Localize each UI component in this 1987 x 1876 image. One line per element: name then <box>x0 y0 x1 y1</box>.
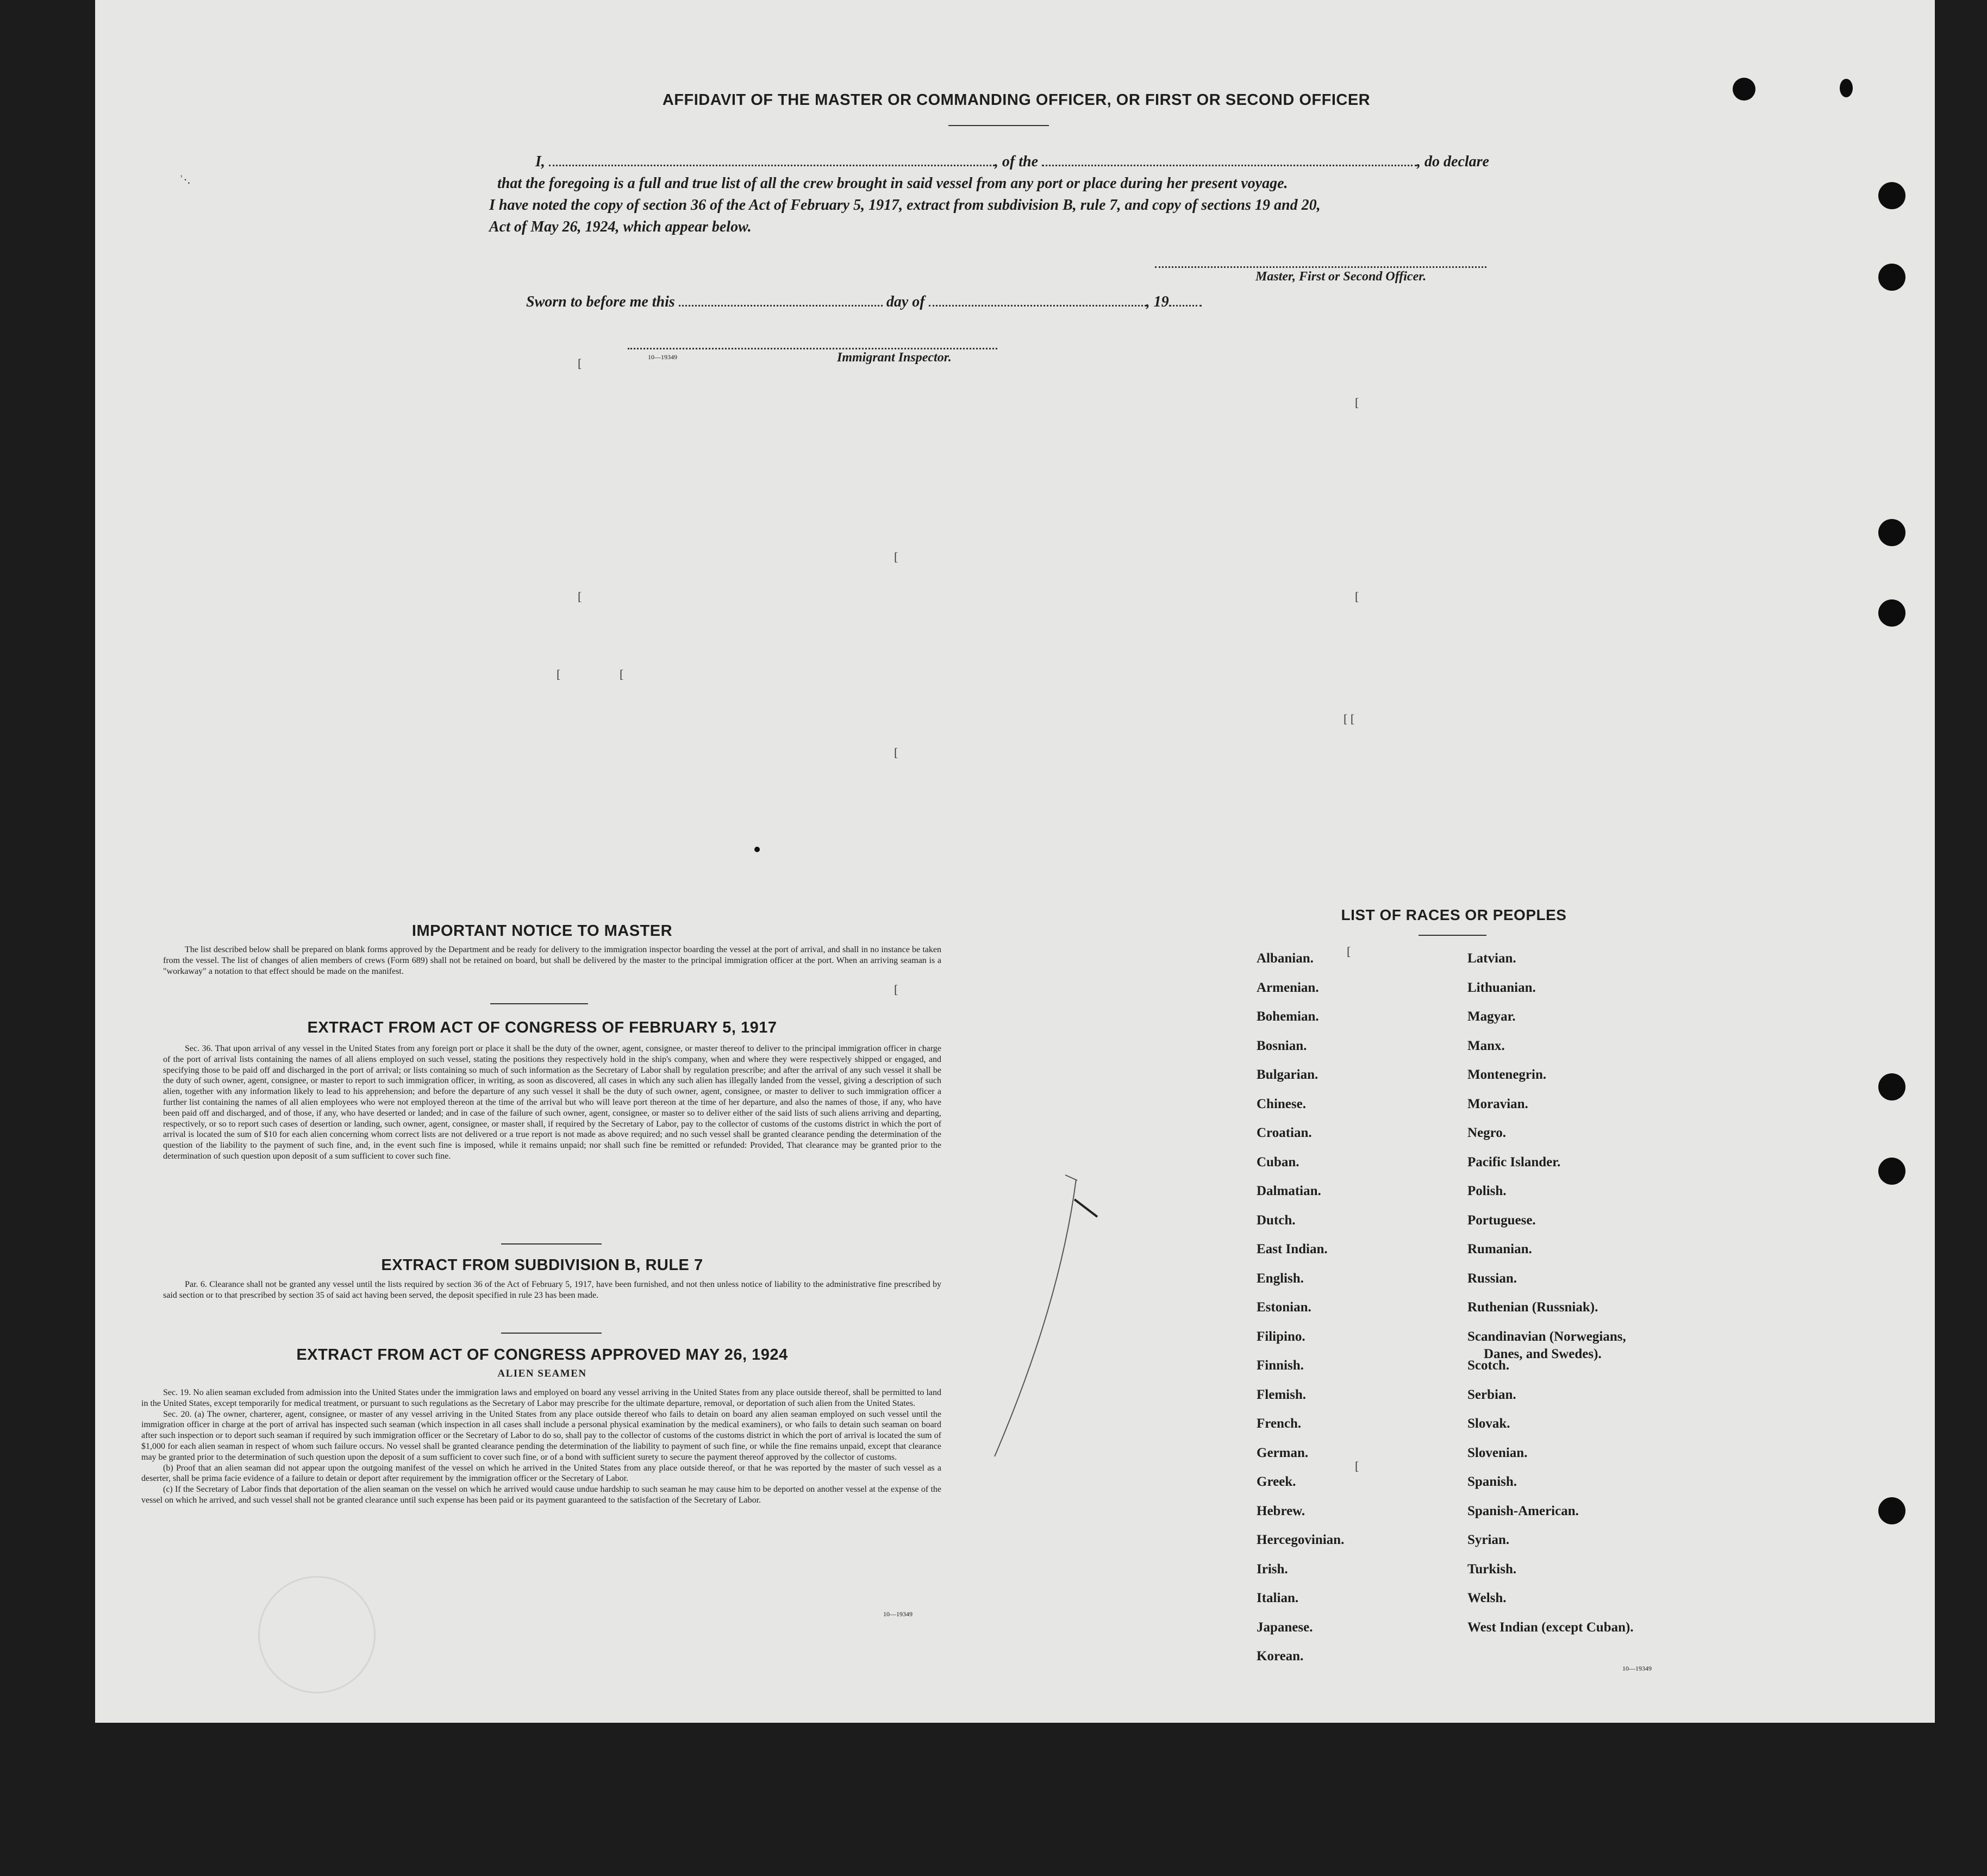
sec20b-text: (b) Proof that an alien seaman did not appear upon the outgoing manifest of the vessel on which he arrived in the United States from any place outside thereof, or that he was reported by the master of such vessel as a deserter, shall be prima facie evidence of a failure to detain or deport after requirement by the immigration officer or the Secretary of Labor. <box>141 1463 941 1484</box>
race-item: Spanish. <box>1467 1474 1517 1489</box>
race-item: Syrian. <box>1467 1533 1510 1547</box>
race-item: Bosnian. <box>1257 1038 1307 1053</box>
stray-mark: [ <box>894 983 898 996</box>
extract-1924-subtitle: ALIEN SEAMEN <box>497 1368 587 1379</box>
punch-hole <box>1878 1073 1905 1100</box>
notice-title: IMPORTANT NOTICE TO MASTER <box>411 922 673 940</box>
race-item: Irish. <box>1257 1561 1288 1577</box>
race-item: Manx. <box>1467 1038 1505 1053</box>
stray-mark: [ <box>1355 1459 1359 1473</box>
stray-mark: [ <box>894 550 898 564</box>
extract-1924-title: EXTRACT FROM ACT OF CONGRESS APPROVED MAY 26, 1924 <box>296 1346 788 1364</box>
race-item: Flemish. <box>1257 1387 1306 1402</box>
race-item: Scandinavian (Norwegians, <box>1467 1329 1626 1344</box>
pen-mark <box>973 1174 1082 1467</box>
stray-mark: [ [ <box>1344 712 1355 726</box>
race-item: Latvian. <box>1467 951 1516 966</box>
race-item: Chinese. <box>1257 1096 1306 1111</box>
master-signature-line[interactable] <box>1155 266 1486 268</box>
sworn-month-field[interactable] <box>929 304 1146 307</box>
race-item: Slovak. <box>1467 1416 1510 1431</box>
stray-mark: [ <box>894 746 898 759</box>
stray-mark: [ <box>1355 590 1359 603</box>
race-item: Pacific Islander. <box>1467 1154 1561 1170</box>
vessel-field[interactable] <box>1042 164 1417 166</box>
race-item: Japanese. <box>1257 1619 1313 1635</box>
sworn-line <box>526 293 1202 311</box>
race-item: Moravian. <box>1467 1096 1528 1111</box>
race-item: German. <box>1257 1445 1309 1460</box>
rule7-body: Par. 6. Clearance shall not be granted any vessel until the lists required by section 36 of the Act of February 5, 1917, have been furnished, and not then unless notice of liability to the administrative fine prescribed by said section or to that prescribed by section 35 of said act having been served, the deposit specified in rule 23 has been made. <box>163 1280 941 1300</box>
races-title-underline <box>1419 935 1486 936</box>
race-item: Cuban. <box>1257 1154 1299 1170</box>
race-item: Scotch. <box>1467 1358 1510 1373</box>
affidavit-line-2: that the foregoing is a full and true list of all the crew brought in said vessel from any port or place during her present voyage. <box>497 175 1288 192</box>
race-item: Bohemian. <box>1257 1009 1319 1024</box>
race-item: Estonian. <box>1257 1300 1311 1315</box>
race-item: Hebrew. <box>1257 1503 1305 1518</box>
race-item: Welsh. <box>1467 1591 1507 1605</box>
race-item: Armenian. <box>1257 980 1319 995</box>
races-form-number: 10—19349 <box>1622 1665 1652 1672</box>
stray-mark: [ <box>1355 396 1359 409</box>
race-item: Croatian. <box>1257 1125 1312 1140</box>
race-item: Dalmatian. <box>1257 1184 1321 1198</box>
races-title: LIST OF RACES OR PEOPLES <box>1341 906 1567 923</box>
punch-hole <box>1878 599 1905 627</box>
notice-rule <box>490 1003 588 1004</box>
punch-hole <box>1878 264 1905 291</box>
extract-1917-title: EXTRACT FROM ACT OF CONGRESS OF FEBRUARY 5, 1917 <box>307 1019 777 1036</box>
punch-hole <box>1878 1497 1905 1524</box>
race-item: Greek. <box>1257 1474 1296 1489</box>
race-item: Turkish. <box>1467 1561 1517 1577</box>
race-item: English. <box>1257 1271 1304 1286</box>
race-item: Danes, and Swedes). <box>1484 1346 1602 1361</box>
punch-hole <box>1733 78 1755 101</box>
affidavit-line-3: I have noted the copy of section 36 of the Act of February 5, 1917, extract from subdivision B, rule 7, and copy of sections 19 and 20, <box>489 197 1321 214</box>
form-number-top: 10—19349 <box>648 353 677 361</box>
notice-body: The list described below shall be prepared on blank forms approved by the Department and be ready for delivery to the immigration inspector boarding the vessel at the port of arrival, and shall in no instance be taken from the vessel. The list of changes of alien members of crews (Form 689) shall not be retained on board, but shall be delivered by the master to the principal immigration officer at the port. When an arriving seaman is a "workaway" a notation to that effect should be made on the manifest. <box>163 945 941 976</box>
extract-1917-rule <box>501 1243 602 1245</box>
race-item: Rumanian. <box>1467 1242 1532 1256</box>
sworn-year-field[interactable] <box>1169 304 1202 307</box>
stray-mark: [ <box>1347 945 1351 958</box>
inspector-signature-line[interactable] <box>628 348 997 349</box>
sworn-year-label: , 19 <box>1146 293 1169 310</box>
sworn-date-field[interactable] <box>679 304 883 307</box>
race-item: Spanish-American. <box>1467 1503 1579 1518</box>
race-item: East Indian. <box>1257 1242 1328 1256</box>
stray-mark: [ <box>578 590 582 603</box>
title-underline <box>948 125 1049 126</box>
extract-1924-body <box>141 1387 941 1506</box>
race-item: Korean. <box>1257 1649 1304 1664</box>
sworn-day-label: day of <box>886 293 925 310</box>
stray-dot <box>754 847 760 852</box>
master-signature-label: Master, First or Second Officer. <box>1255 270 1427 284</box>
embossed-seal <box>258 1576 376 1693</box>
sec19-text: Sec. 19. No alien seaman excluded from admission into the United States under the immigration laws and employed on board any vessel arriving in the United States from any place outside thereof, shall be permitted to land in the United States, except temporarily for medical treatment, or pursuant to such regulations as the Secretary of Labor may prescribe for the ultimate departure, removal, or deportation of such alien from the United States. <box>141 1388 941 1408</box>
race-item: Lithuanian. <box>1467 980 1536 995</box>
stray-mark: ʾ·. <box>179 173 191 186</box>
form-number-bottom: 10—19349 <box>883 1610 913 1618</box>
punch-hole <box>1878 182 1905 209</box>
affidavit-line-1 <box>535 153 1508 171</box>
race-item: Bulgarian. <box>1257 1067 1319 1082</box>
race-item: Finnish. <box>1257 1358 1304 1373</box>
sec20c-text: (c) If the Secretary of Labor finds that deportation of the alien seaman on the vessel on which he arrived would cause undue hardship to such seaman he may cause him to be deported on another vessel at the expense of the vessel on which he arrived, and such vessel shall not be granted clearance until such expense has been paid or its payment guaranteed to the satisfaction of the Secretary of Labor. <box>141 1485 941 1505</box>
stray-mark: [ <box>557 667 561 681</box>
punch-hole <box>1878 1158 1905 1185</box>
sworn-prefix: Sworn to before me this <box>526 293 675 310</box>
pen-mark <box>1073 1198 1101 1220</box>
race-item: Magyar. <box>1467 1009 1516 1024</box>
affidavit-title: AFFIDAVIT OF THE MASTER OR COMMANDING OFFICER, OR FIRST OR SECOND OFFICER <box>662 91 1371 109</box>
word-of-the: , of the <box>994 153 1039 170</box>
race-item: Italian. <box>1257 1591 1299 1605</box>
race-item: Portuguese. <box>1467 1212 1536 1228</box>
race-item: Montenegrin. <box>1467 1067 1547 1082</box>
extract-1917-body: Sec. 36. That upon arrival of any vessel in the United States from any foreign port or place it shall be the duty of the owner, agent, consignee, or master thereof to deliver to the principal immigration officer in charge of the port of arrival lists containing the names of all aliens employed on such vessel, stating the positions they respectively hold in the ship's company, when and where they were respectively shipped or engaged, and specifying those to be paid off and discharged in the port of arrival; or lists containing so much of such information as the Secretary of Labor shall by regulation prescribe; and after the arrival of any such vessel it shall be the duty of such owner, agent, consignee, or master to report to such immigration officer, in writing, as soon as discovered, all cases in which any such alien has illegally landed from the vessel, giving a description of such alien, together with any information likely to lead to his apprehension; and before the departure of any such vessel it shall be the duty of such owner, agent, consignee, or master to deliver to such immigration officer a further list containing the names of all alien employees who were not employed thereon at the time of the arrival but who will leave port thereon at the time of her departure, and also the names of those, if any, who have been paid off and discharged, and of those, if any, who have deserted or landed; and in case of the failure of such owner, agent, consignee, or master so to deliver either of the said lists of such aliens arriving and departing, respectively, or so to report such cases of desertion or landing, such owner, agent, consignee, or master shall, if required by the Secretary of Labor, pay to the collector of customs of the customs district in which the port of arrival is located the sum of $10 for each alien concerning whom correct lists are not delivered or a true report is not made as above required; and no such vessel shall be granted clearance pending the determination of the question of the liability to the payment of such fine, and, in the event such fine is imposed, while it remains unpaid; nor shall such fine be remitted or refunded: Provided, That clearance may be granted prior to the determination of such question upon deposit of a sum sufficient to cover such fine. <box>163 1044 941 1161</box>
rule7-rule <box>501 1333 602 1334</box>
sec20a-text: Sec. 20. (a) The owner, charterer, agent, consignee, or master of any vessel arriving in the United States from any place outside thereof who fails to detain on board any alien seaman employed on such vessel until the immigration officer in charge at the port of arrival has inspected such seaman (which inspection in all cases shall include a personal physical examination by the medical examiners), or who fails to detain such seaman on board after such inspection or to deport such seaman if required by such immigration officer or the Secretary of Labor to do so, shall pay to the collector of customs of the customs district in which the port of arrival is located the sum of $1,000 for each alien seaman in respect of whom such failure occurs. No vessel shall be granted clearance pending the determination of the liability to payment of such fine, or while the fine remains unpaid, except that clearance may be granted prior to the determination of such question upon the deposit of a sum sufficient to cover such fine, or of a bond with sufficient surety to secure the payment thereof approved by the collector of customs. <box>141 1409 941 1462</box>
race-item: Filipino. <box>1257 1329 1305 1344</box>
punch-hole <box>1878 519 1905 546</box>
word-do-declare: , do declare <box>1417 153 1489 170</box>
race-item: Hercegovinian. <box>1257 1533 1345 1547</box>
race-item: French. <box>1257 1416 1302 1431</box>
race-item: Negro. <box>1467 1125 1507 1140</box>
name-field[interactable] <box>549 164 995 166</box>
race-item: Russian. <box>1467 1271 1517 1286</box>
race-item: Ruthenian (Russniak). <box>1467 1300 1598 1315</box>
affidavit-line-4: Act of May 26, 1924, which appear below. <box>489 218 752 235</box>
stray-mark: [ <box>620 667 624 681</box>
race-item: Albanian. <box>1257 951 1314 966</box>
word-i: I, <box>535 153 545 170</box>
inspector-label: Immigrant Inspector. <box>837 351 952 365</box>
race-item: Dutch. <box>1257 1212 1296 1228</box>
rule7-title: EXTRACT FROM SUBDIVISION B, RULE 7 <box>381 1256 703 1274</box>
race-item: Polish. <box>1467 1184 1507 1198</box>
stray-mark: [ <box>578 357 582 370</box>
race-item: Serbian. <box>1467 1387 1516 1402</box>
punch-hole <box>1840 79 1853 97</box>
race-item: West Indian (except Cuban). <box>1467 1619 1634 1635</box>
race-item: Slovenian. <box>1467 1445 1528 1460</box>
